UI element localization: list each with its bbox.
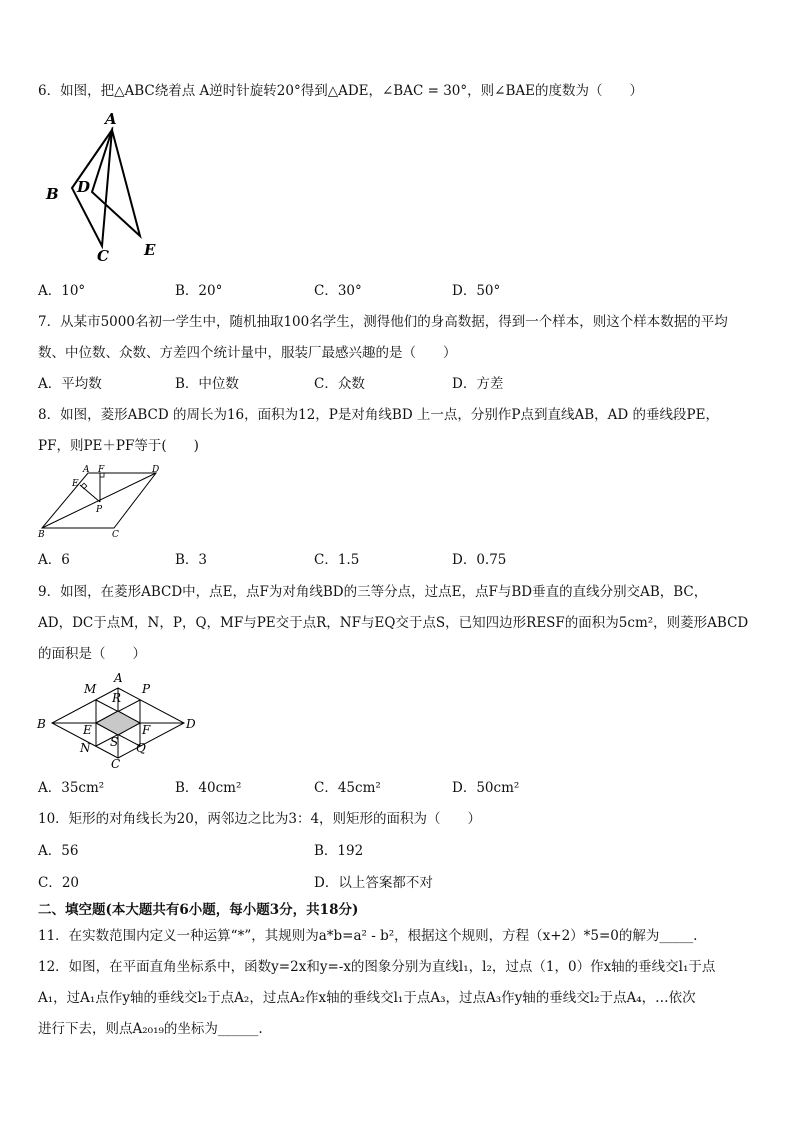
q8-stem-line1: 8．如图，菱形ABCD 的周长为16，面积为12，P是对角线BD 上一点，分别作P点到直线AB，AD 的垂线段PE，	[38, 407, 719, 423]
q7-option-c[interactable]: C．众数	[314, 376, 365, 392]
q6-figure	[40, 108, 170, 268]
label-p: P	[142, 682, 151, 696]
label-d: D	[152, 465, 160, 475]
q6-option-c[interactable]: C．30°	[314, 283, 362, 299]
label-q: Q	[136, 741, 146, 755]
q9-stem-line2: AD，DC于点M，N，P，Q，MF与PE交于点R，NF与EQ交于点S，已知四边形RESF的面积为5cm²，则菱形ABCD	[38, 615, 749, 631]
q10-option-d[interactable]: D．以上答案都不对	[314, 875, 433, 891]
q12-stem-line1: 12．如图，在平面直角坐标系中，函数y=2x和y=-x的图象分别为直线l₁，l₂，过点（1，0）作x轴的垂线交l₁于点	[38, 959, 716, 975]
q10-option-b[interactable]: B．192	[314, 843, 364, 859]
label-c: C	[111, 757, 121, 770]
q8-option-c[interactable]: C．1.5	[314, 552, 360, 568]
triangle-ade	[92, 130, 140, 236]
label-b: B	[38, 530, 45, 540]
q10-stem: 10．矩形的对角线长为20，两邻边之比为3：4，则矩形的面积为（ ）	[38, 811, 482, 827]
label-f: F	[142, 723, 151, 737]
q12-stem-line2: A₁，过A₁点作y轴的垂线交l₂于点A₂，过点A₂作x轴的垂线交l₁于点A₃，过点A₃作y轴的垂线交l₂于点A₄，…依次	[38, 990, 696, 1006]
q7-option-d[interactable]: D．方差	[452, 376, 504, 392]
label-s: S	[110, 735, 119, 749]
label-e: E	[83, 723, 92, 737]
q12-stem-line3: 进行下去，则点A₂₀₁₉的坐标为______.	[38, 1021, 263, 1037]
label-r: R	[112, 691, 122, 705]
q6-stem: 6．如图，把△ABC绕着点 A逆时针旋转20°得到△ADE，∠BAC = 30°，则∠BAE的度数为（ ）	[38, 83, 643, 99]
q6-option-b[interactable]: B．20°	[175, 283, 223, 299]
q9-stem-line3: 的面积是（ ）	[38, 646, 146, 662]
q8-option-a[interactable]: A．6	[38, 552, 70, 568]
q9-stem-line1: 9．如图，在菱形ABCD中，点E，点F为对角线BD的三等分点，过点E，点F与BD垂直的直线分别交AB，BC，	[38, 584, 708, 600]
q9-option-c[interactable]: C．45cm²	[314, 780, 381, 796]
section-title: 二、填空题(本大题共有6小题，每小题3分，共18分)	[38, 902, 359, 918]
label-e: E	[144, 241, 156, 259]
label-n: N	[80, 741, 91, 755]
q8-option-d[interactable]: D．0.75	[452, 552, 507, 568]
label-d: D	[77, 178, 91, 196]
q6-option-d[interactable]: D．50°	[452, 283, 501, 299]
label-b: B	[46, 185, 59, 203]
shaded-resf	[96, 711, 140, 735]
label-e: E	[72, 479, 79, 489]
label-f: F	[98, 465, 105, 475]
q9-figure	[34, 668, 204, 770]
q7-option-b[interactable]: B．中位数	[175, 376, 239, 392]
q8-stem-line2: PF，则PE＋PF等于( )	[38, 438, 199, 454]
q10-option-a[interactable]: A．56	[38, 843, 79, 859]
label-b: B	[37, 717, 46, 731]
label-p: P	[96, 505, 103, 515]
q9-option-b[interactable]: B．40cm²	[175, 780, 242, 796]
label-m: M	[84, 682, 97, 696]
label-c: C	[97, 247, 109, 265]
label-c: C	[112, 530, 119, 540]
label-d: D	[186, 717, 196, 731]
q11-stem: 11．在实数范围内定义一种运算“*”，其规则为a*b=a² - b²，根据这个规则，方程（x+2）*5=0的解为_____.	[38, 928, 698, 944]
q7-stem-line1: 7．从某市5000名初一学生中，随机抽取100名学生，测得他们的身高数据，得到一个样本，则这个样本数据的平均	[38, 314, 728, 330]
label-a: A	[83, 465, 90, 475]
q10-option-c[interactable]: C．20	[38, 875, 80, 891]
label-a: A	[114, 671, 123, 685]
label-a: A	[105, 110, 117, 128]
q8-option-b[interactable]: B．3	[175, 552, 208, 568]
q9-option-d[interactable]: D．50cm²	[452, 780, 520, 796]
q8-figure	[36, 462, 166, 540]
q7-stem-line2: 数、中位数、众数、方差四个统计量中，服装厂最感兴趣的是（ ）	[38, 345, 457, 361]
q6-option-a[interactable]: A．10°	[38, 283, 86, 299]
q7-option-a[interactable]: A．平均数	[38, 376, 102, 392]
q9-option-a[interactable]: A．35cm²	[38, 780, 105, 796]
